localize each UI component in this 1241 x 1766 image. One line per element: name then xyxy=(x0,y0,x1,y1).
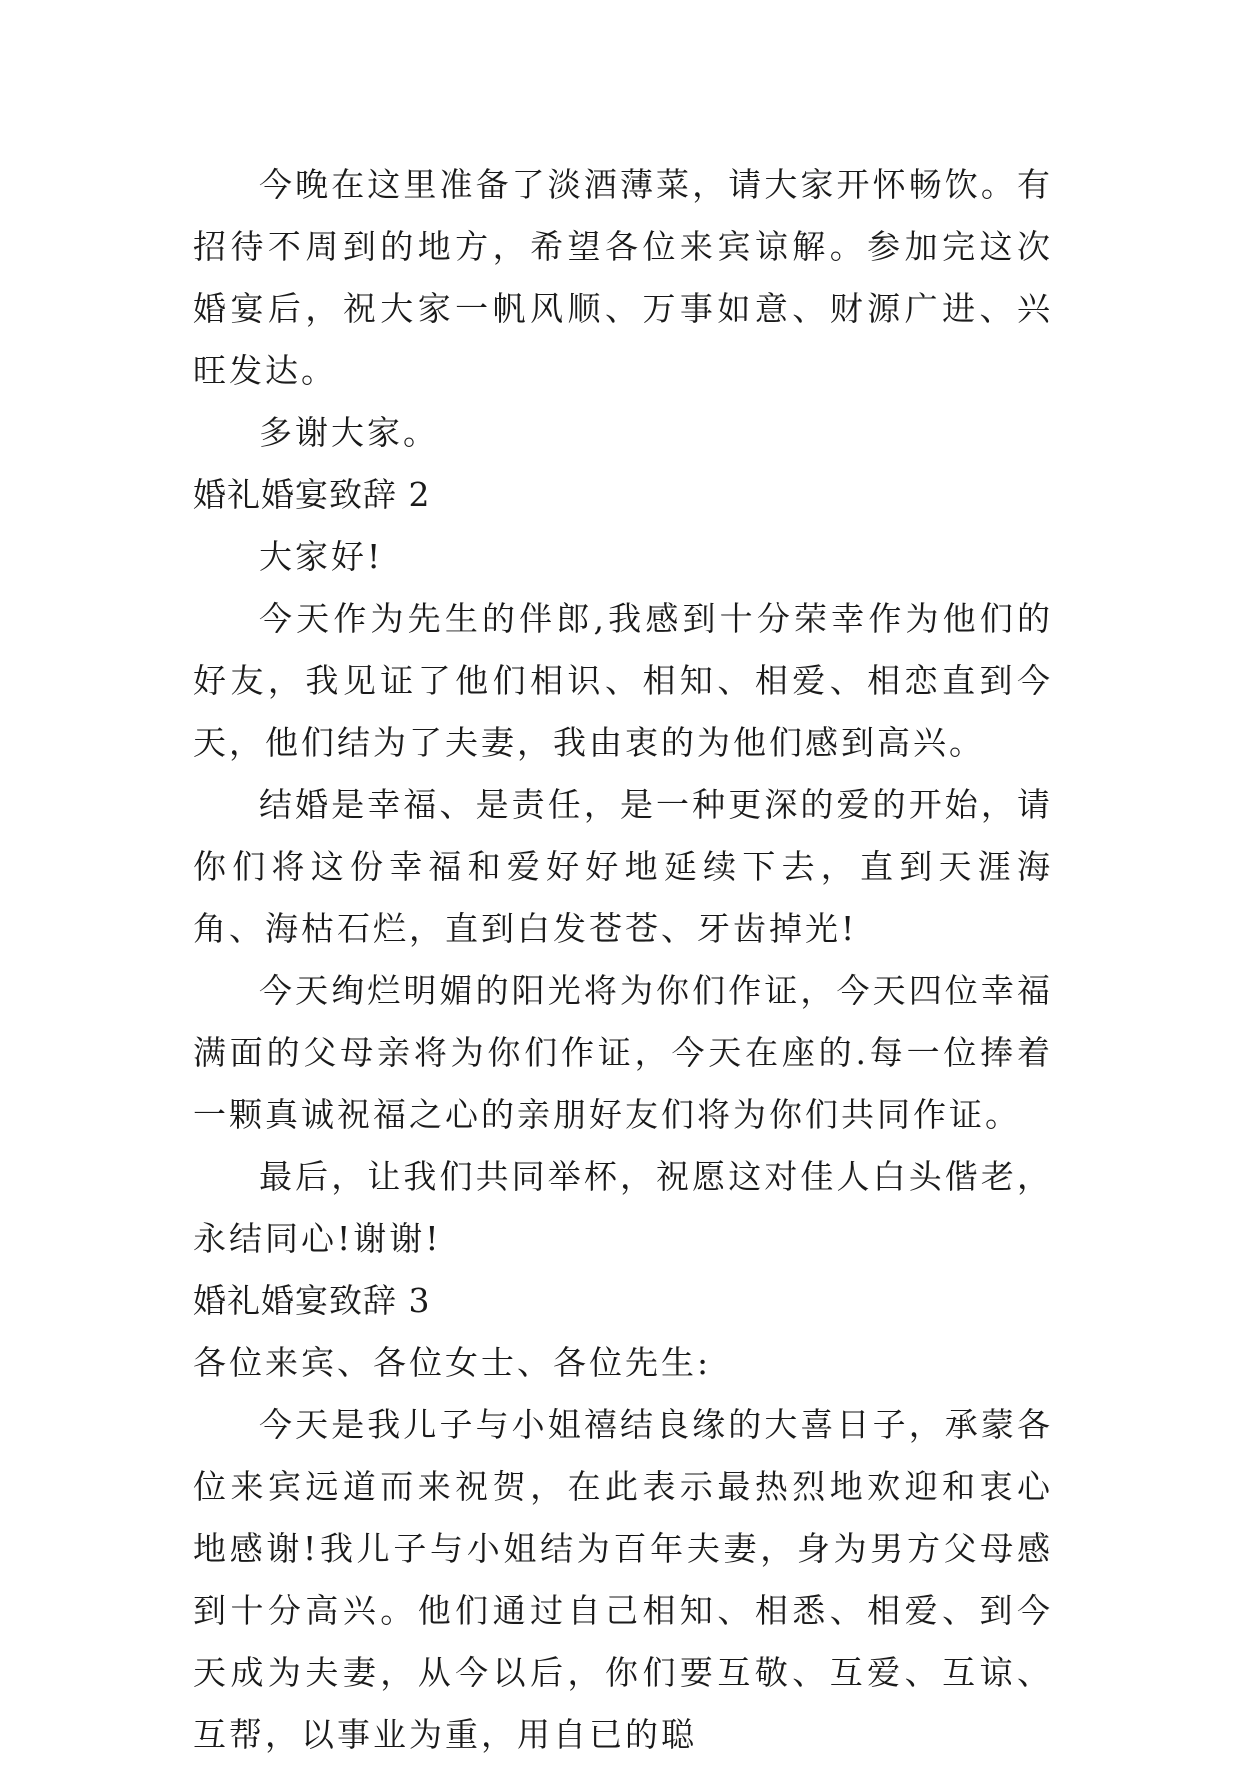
section-heading: 婚礼婚宴致辞 2 xyxy=(193,475,431,514)
paragraph: 大家好! xyxy=(259,537,384,576)
paragraph: 最后，让我们共同举杯，祝愿这对佳人白头偕老，永结同心!谢谢! xyxy=(193,1157,1053,1258)
paragraph: 今天是我儿子与小姐禧结良缘的大喜日子，承蒙各位来宾远道而来祝贺，在此表示最热烈地欢迎和衷心地感谢!我儿子与小姐结为百年夫妻，身为男方父母感到十分高兴。他们通过自己相知、相悉、相爱、到今天成为夫妻，从今以后，你们要互敬、互爱、互谅、互帮，以事业为重，用自已的聪 xyxy=(193,1405,1053,1754)
paragraph: 今晚在这里准备了淡酒薄菜，请大家开怀畅饮。有招待不周到的地方，希望各位来宾谅解。参加完这次婚宴后，祝大家一帆风顺、万事如意、财源广进、兴旺发达。 xyxy=(193,165,1053,390)
paragraph: 今天绚烂明媚的阳光将为你们作证，今天四位幸福满面的父母亲将为你们作证，今天在座的.每一位捧着一颗真诚祝福之心的亲朋好友们将为你们共同作证。 xyxy=(193,971,1053,1134)
document-body xyxy=(193,154,1053,1766)
paragraph: 今天作为先生的伴郎,我感到十分荣幸作为他们的好友，我见证了他们相识、相知、相爱、相恋直到今天，他们结为了夫妻，我由衷的为他们感到高兴。 xyxy=(193,599,1053,762)
paragraph: 结婚是幸福、是责任，是一种更深的爱的开始，请你们将这份幸福和爱好好地延续下去，直到天涯海角、海枯石烂，直到白发苍苍、牙齿掉光! xyxy=(193,785,1053,948)
section-heading: 婚礼婚宴致辞 3 xyxy=(193,1281,431,1320)
paragraph: 多谢大家。 xyxy=(259,413,439,452)
salutation: 各位来宾、各位女士、各位先生: xyxy=(193,1343,712,1382)
